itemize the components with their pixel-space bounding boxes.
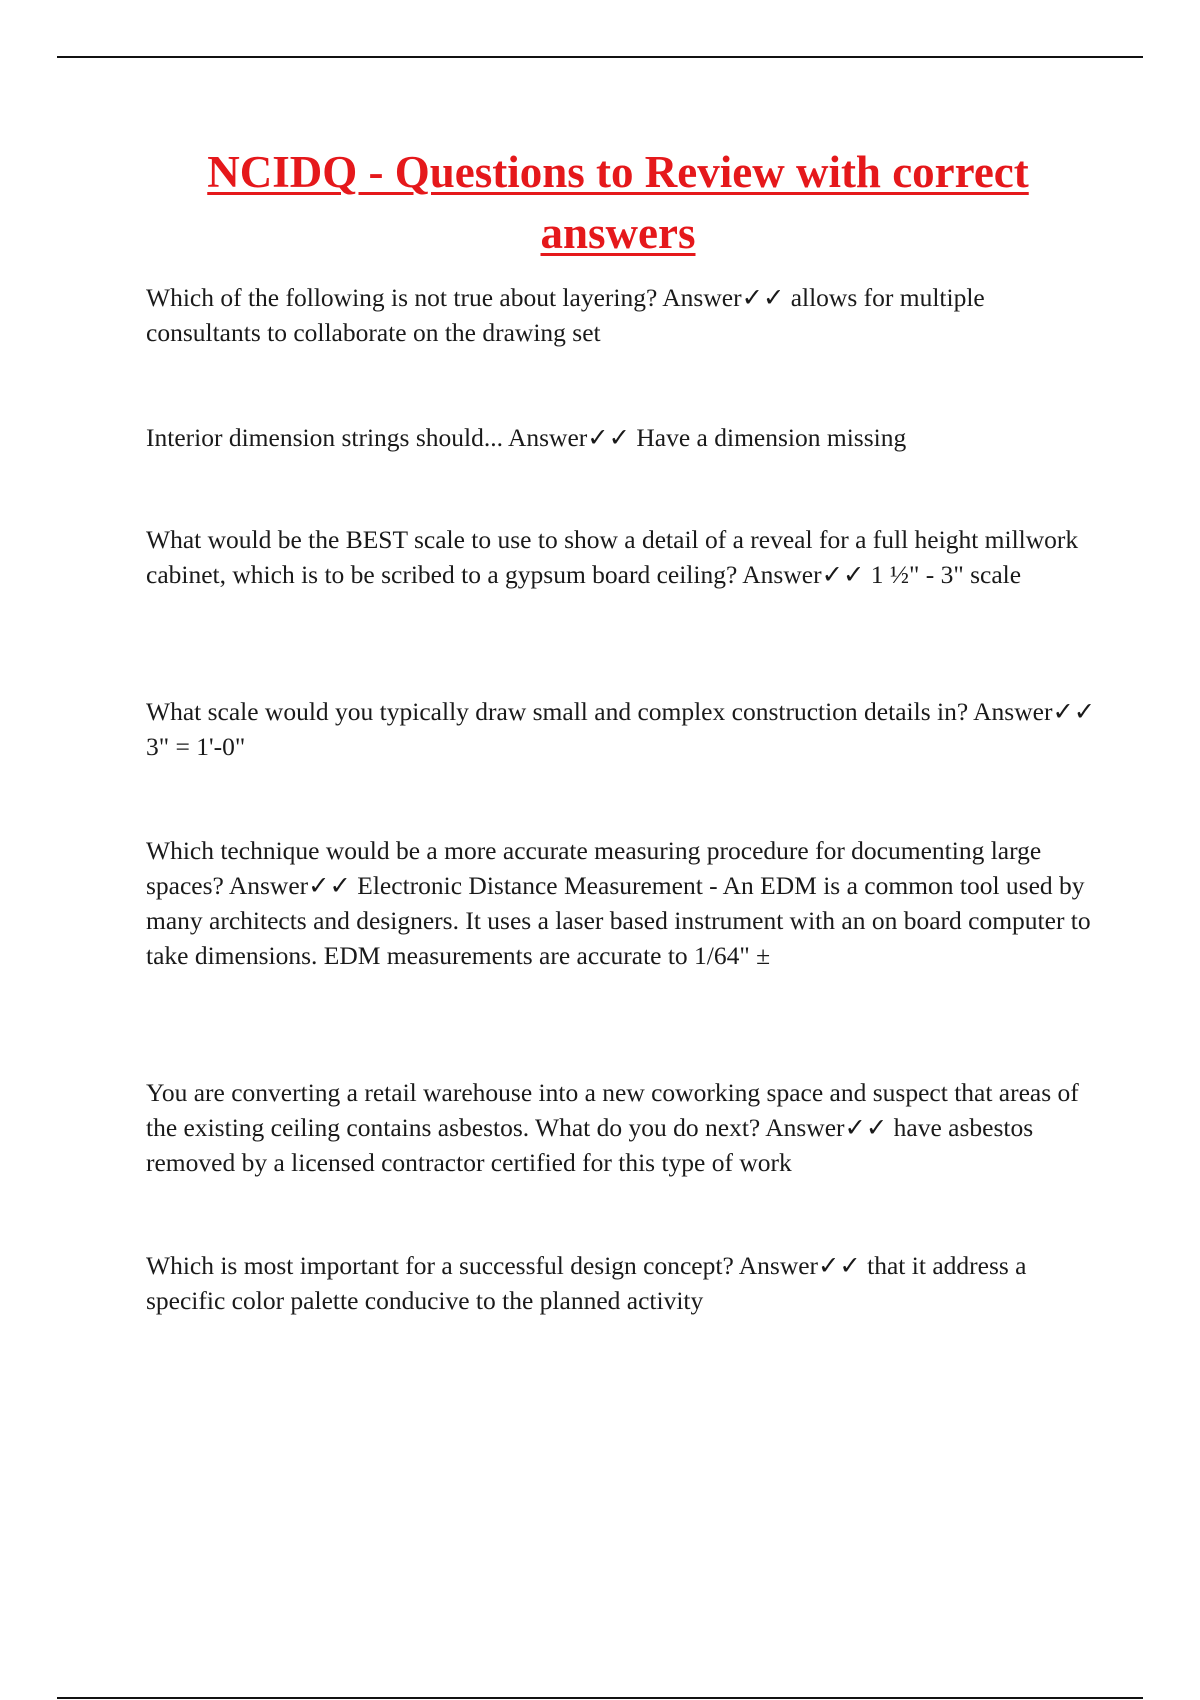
answer-marker: Answer✓✓ <box>973 697 1096 726</box>
qa-item-1 <box>146 280 1096 350</box>
qa-item-2 <box>146 420 1096 455</box>
qa-item-5 <box>146 833 1096 973</box>
answer-text: 1 ½" - 3" scale <box>870 560 1022 589</box>
bottom-rule <box>57 1697 1143 1699</box>
answer-text: Have a dimension missing <box>636 423 907 452</box>
question-text: You are converting a retail warehouse into a new coworking space and suspect that areas of the existing ceiling contains asbestos. What do you do next? <box>146 1078 1079 1142</box>
answer-marker: Answer✓✓ <box>228 871 351 900</box>
qa-item-4 <box>146 694 1096 764</box>
top-rule <box>57 56 1143 58</box>
answer-marker: Answer✓✓ <box>738 1251 861 1280</box>
answer-marker: Answer✓✓ <box>507 423 630 452</box>
document-title: NCIDQ - Questions to Review with correct answers <box>207 147 1029 258</box>
qa-item-6 <box>146 1075 1096 1180</box>
question-text: Which is most important for a successful design concept? <box>146 1251 734 1280</box>
answer-text: that it address a specific color palette conducive to the planned activity <box>146 1251 1027 1315</box>
question-text: Interior dimension strings should... <box>146 423 503 452</box>
question-text: What would be the BEST scale to use to show a detail of a reveal for a full height millwork cabinet, which is to be scribed to a gypsum board ceiling? <box>146 525 1079 589</box>
question-text: Which technique would be a more accurate measuring procedure for documenting large spaces? <box>146 836 1042 900</box>
answer-text: Electronic Distance Measurement - An EDM is a common tool used by many architects and designers. It uses a laser based instrument with an on board computer to take dimensions. EDM measurements are accurate to 1/64" ± <box>146 871 1091 970</box>
answer-marker: Answer✓✓ <box>742 560 865 589</box>
question-text: What scale would you typically draw small and complex construction details in? <box>146 697 969 726</box>
answer-marker: Answer✓✓ <box>662 283 785 312</box>
answer-marker: Answer✓✓ <box>765 1113 888 1142</box>
qa-item-3 <box>146 522 1096 592</box>
qa-item-7 <box>146 1248 1096 1318</box>
answer-text: 3" = 1'-0" <box>146 732 246 761</box>
question-text: Which of the following is not true about layering? <box>146 283 658 312</box>
answer-text: have asbestos removed by a licensed contractor certified for this type of work <box>146 1113 1034 1177</box>
answer-text: allows for multiple consultants to collaborate on the drawing set <box>146 283 985 347</box>
